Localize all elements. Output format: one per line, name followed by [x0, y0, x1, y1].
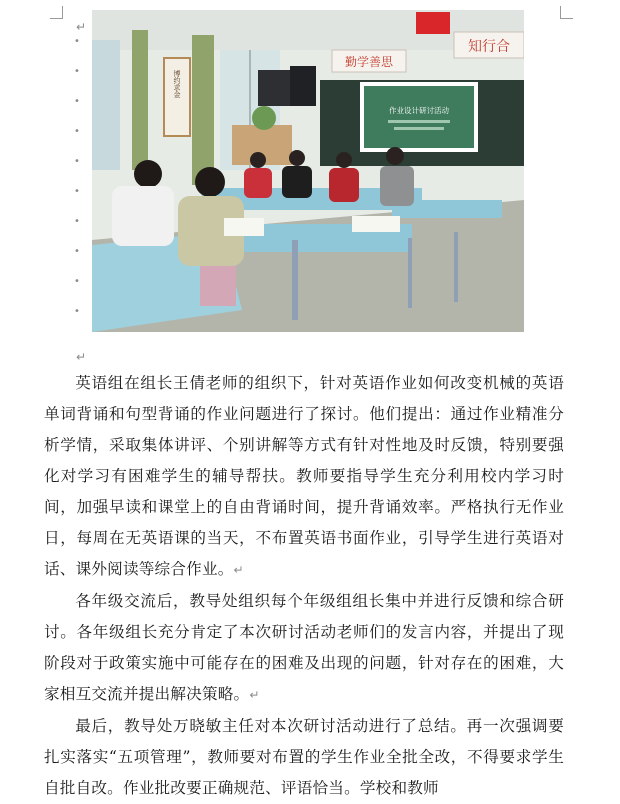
bullet-mark: • — [74, 36, 80, 47]
bullet-mark: • — [74, 216, 80, 227]
bullet-mark: • — [74, 126, 80, 137]
board-title: 作业设计研讨活动 — [389, 106, 449, 115]
paragraph-text: 最后，教导处万晓敏主任对本次研讨活动进行了总结。再一次强调要扎实落实“五项管理”，教师要对布置的学生作业全批全改，不得要求学生自批自改。作业批改要正确规范、评语恰当。学校和教师 — [44, 717, 564, 797]
bullet-mark: • — [74, 276, 80, 287]
slogan-right: 知行合 — [468, 39, 510, 55]
paragraph-text: 各年级交流后，教导处组织每个年级组组长集中并进行反馈和综合研讨。各年级组长充分肯定了本次研讨活动老师们的发言内容，并提出了现阶段对于政策实施中可能存在的困难及出现的问题，针对存在的困难，大家相互交流并提出解决策略。 — [44, 592, 564, 703]
paragraph-grade-exchange[interactable] — [44, 586, 564, 711]
paragraph-mark: ↵ — [233, 563, 244, 577]
bullet-mark: • — [74, 186, 80, 197]
paragraph-mark: ↵ — [249, 688, 260, 702]
bullet-mark: • — [74, 96, 80, 107]
document-body — [44, 368, 564, 804]
bullet-mark: • — [74, 66, 80, 77]
bullet-mark: • — [74, 246, 80, 257]
bullet-mark: • — [74, 156, 80, 167]
slogan-left: 勤学善思 — [344, 55, 394, 69]
page-corner-top-left — [50, 6, 63, 19]
page-corner-top-right — [560, 6, 573, 19]
bullet-mark: • — [74, 306, 80, 317]
classroom-photo[interactable] — [92, 10, 524, 332]
paragraph-summary[interactable] — [44, 711, 564, 804]
paragraph-text: 英语组在组长王倩老师的组织下，针对英语作业如何改变机械的英语单词背诵和句型背诵的作业问题进行了探讨。他们提出：通过作业精准分析学情，采取集体讲评、个别讲解等方式有针对性地及时反馈，特别要强化对学习有困难学生的辅导帮扶。教师要指导学生充分利用校内学习时间，加强早读和课堂上的自由背诵时间，提升背诵效率。严格执行无作业日，每周在无英语课的当天，不布置英语书面作业，引导学生进行英语对话、课外阅读等综合作业。 — [44, 374, 564, 578]
paragraph-mark: ↵ — [76, 350, 87, 364]
poster-text: 博约求金 — [173, 70, 181, 98]
paragraph-english-group[interactable] — [44, 368, 564, 586]
paragraph-mark: ↵ — [76, 20, 87, 34]
